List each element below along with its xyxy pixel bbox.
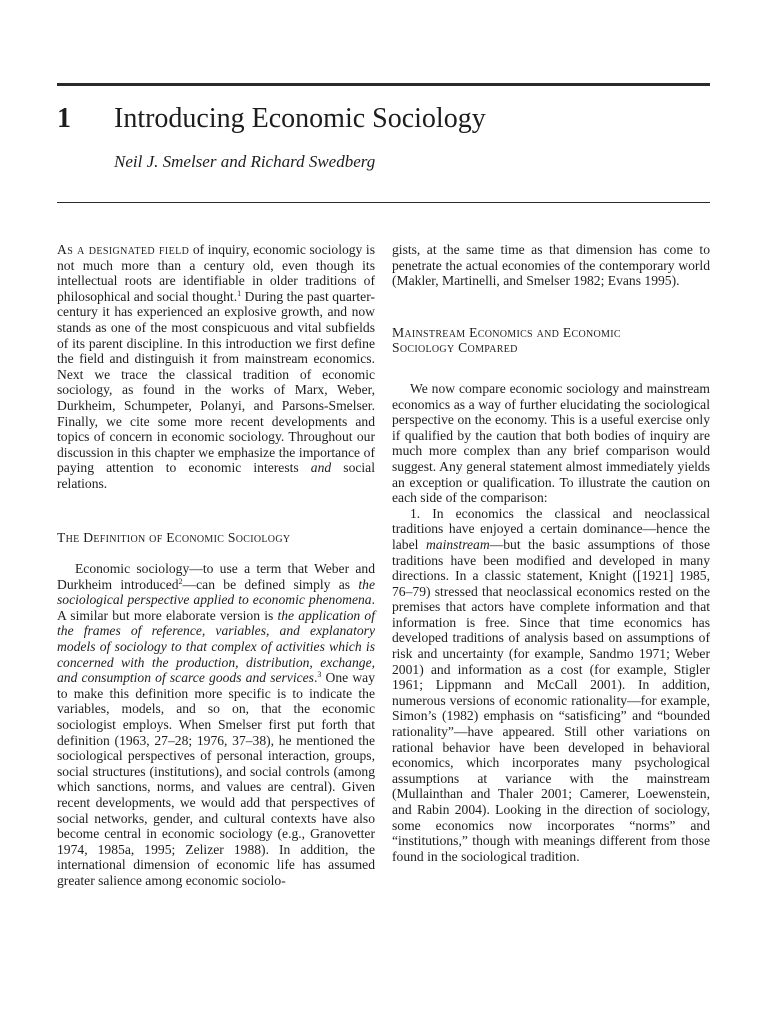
footnote-ref-1: 1 bbox=[237, 288, 242, 298]
header-divider bbox=[57, 202, 710, 203]
footnote-ref-3: 3 bbox=[317, 670, 322, 680]
point-1-paragraph bbox=[392, 506, 710, 865]
point1-italic: mainstream bbox=[425, 536, 490, 552]
intro-text-c: social relations. bbox=[57, 460, 375, 491]
def-text-a: Economic sociology—to use a term that Weber and Durkheim introduced bbox=[57, 561, 375, 592]
def-text-e: One way to make this definition more specific is to indicate the variables, models, and so on, that the economic sociologist employs. When Smelser first put forth that definition (1963, 27–28; 1976, 37–38), he mentioned the sociological perspectives of personal interaction, groups, social structures (institutions), and social controls (among which sanctions, norms, and values are central). Given recent developments, we would add that perspectives of social networks, gender, and cultural contexts have also become central in economic sociology (e.g., Granovetter 1974, 1985a, 1995; Zelizer 1988). In addition, the international dimension of economic life has assumed greater salience among economic sociolo- bbox=[57, 670, 375, 888]
intro-paragraph bbox=[57, 242, 375, 492]
point1-text-b: —but the basic assumptions of those traditions have been modified and developed in many directions. In a classic statement, Knight ([1921] 1985, 76–79) stressed that neoclassical economics rested on the premises that actors have complete information and that information is free. Since that time economics has developed traditions of analysis based on assumptions of risk and uncertainty (for example, Sandmo 1971; Weber 2001) and information as a cost (for example, Stigler 1961; Lippmann and McCall 2001). In addition, numerous versions of economic rationality—for example, Simon’s (1982) emphasis on “satisficing” and “bounded rationality”—have appeared. Still other variations on rational behavior have been developed in behavioral economics, which incorporates many psychological assumptions at variance with the mainstream (Mullainthan and Thaler 2001; Camerer, Loewenstein, and Rabin 2004). Looking in the direction of sociology, some economics now incorporates “norms” and “institutions,” though with meanings different from those found in the sociological tradition. bbox=[392, 536, 710, 864]
intro-lead-in: As a designated field bbox=[57, 242, 190, 257]
def-italic-1: the sociological perspective applied to economic phenomena bbox=[57, 576, 375, 608]
right-column bbox=[392, 242, 710, 864]
definition-paragraph bbox=[57, 561, 375, 888]
footnote-ref-2: 2 bbox=[178, 576, 183, 586]
comparison-heading-line-1: Mainstream Economics and Economic bbox=[392, 324, 621, 340]
intro-and-italic: and bbox=[310, 460, 332, 476]
def-text-d: . bbox=[313, 670, 318, 686]
section-heading-comparison bbox=[392, 325, 710, 356]
section-heading-definition: The Definition of Economic Sociology bbox=[57, 529, 291, 545]
point1-text-a: 1. In economics the classical and neoclassical traditions have enjoyed a certain dominance—hence the label bbox=[392, 505, 710, 552]
continuation-paragraph: gists, at the same time as that dimension has come to penetrate the actual economies of the contemporary world (Makler, Martinelli, and Smelser 1982; Evans 1995). bbox=[392, 242, 710, 289]
intro-text-a: of inquiry, economic sociology is not much more than a century old, even though its intellectual roots are identifiable in older traditions of philosophical and social thought. bbox=[57, 242, 375, 304]
def-text-b: —can be defined simply as bbox=[182, 576, 359, 592]
def-italic-2: the application of the frames of reference, variables, and explanatory models of sociology to that complex of activities which is concerned with the production, distribution, exchange, and consumption of scarce goods and services bbox=[57, 607, 375, 686]
chapter-authors: Neil J. Smelser and Richard Swedberg bbox=[114, 152, 376, 171]
chapter-title: Introducing Economic Sociology bbox=[114, 103, 486, 134]
intro-text-b: During the past quarter-century it has experienced an explosive growth, and now stands as one of the most conspicuous and vital subfields of its parent discipline. In this introduction we first define the field and distinguish it from mainstream economics. Next we trace the classical tradition of economic sociology, as found in the works of Marx, Weber, Durkheim, Schumpeter, Polanyi, and Parsons-Smelser. Finally, we cite some more recent developments and topics of concern in economic sociology. Throughout our discussion in this chapter we emphasize the importance of paying attention to economic interests bbox=[57, 288, 375, 476]
comparison-paragraph: We now compare economic sociology and mainstream economics as a way of further elucidating the sociological perspective on the economy. This is a useful exercise only if qualified by the caution that both bodies of inquiry are much more complex than any brief comparison would suggest. Any general statement almost immediately yields an exception or qualification. To illustrate the caution on each side of the comparison: bbox=[392, 380, 710, 506]
def-text-c: . A similar but more elaborate version is bbox=[57, 592, 375, 623]
comparison-heading-line-2: Sociology Compared bbox=[392, 340, 518, 356]
top-rule bbox=[57, 83, 710, 86]
chapter-number: 1 bbox=[57, 103, 71, 134]
left-column bbox=[57, 242, 375, 889]
